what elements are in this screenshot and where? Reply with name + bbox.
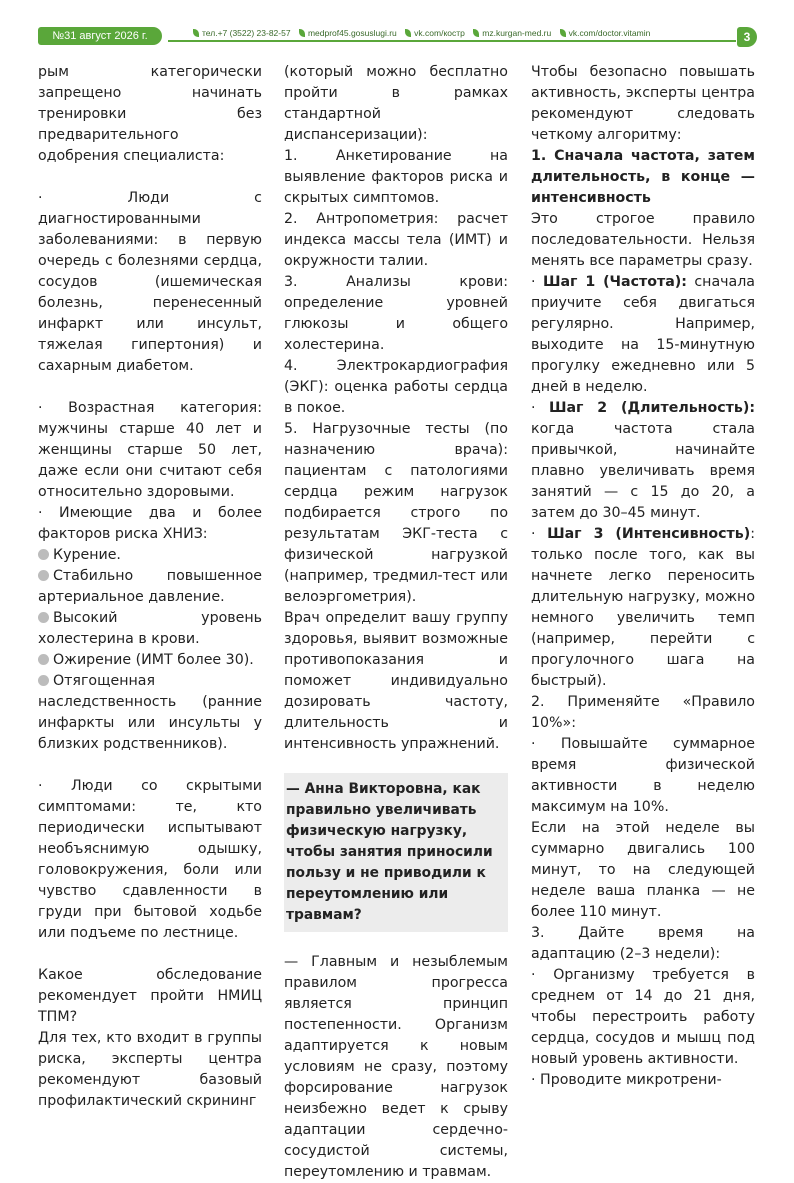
bullet-dot-icon — [38, 675, 49, 686]
paragraph: Врач определит вашу группу здоровья, выявит возможные противопоказания и поможет индивидуально дозировать частоту, длительность и интенсивность упражнений. — [284, 610, 508, 752]
paragraph: Это строгое правило последовательности. Нельзя менять все параметры сразу. — [531, 211, 755, 269]
contacts-bar — [193, 28, 656, 38]
leaf-icon — [473, 29, 479, 37]
paragraph: 2. Применяйте «Правило 10%»: — [531, 694, 755, 731]
bullet-dot-icon — [38, 549, 49, 560]
header-divider — [168, 40, 736, 42]
paragraph: 2. Антропометрия: расчет индекса массы тела (ИМТ) и окружности талии. — [284, 211, 508, 269]
paragraph: Для тех, кто входит в группы риска, эксперты центра рекомендуют базовый профилактический скрининг — [38, 1030, 262, 1109]
contact-phone: тел.+7 (3522) 23-82-57 — [193, 28, 291, 38]
bullet-dot-icon — [38, 654, 49, 665]
column-1 — [38, 62, 262, 1112]
risk-item: Отягощенная наследственность (ранние инфаркты или инсульты у близких родственников). — [38, 673, 262, 752]
issue-badge: №31 август 2026 г. — [38, 27, 162, 45]
paragraph: рым категорически запрещено начинать тренировки без предварительного одобрения специалиста: — [38, 64, 262, 164]
risk-item: Ожирение (ИМТ более 30). — [38, 650, 262, 671]
page-number: 3 — [737, 27, 757, 47]
paragraph: · Возрастная категория: мужчины старше 40 лет и женщины старше 50 лет, даже если они считают себя относительно здоровыми. — [38, 400, 262, 500]
paragraph: · Люди со скрытыми симптомами: те, кто периодически испытывают необъяснимую одышку, головокружения, боли или чувство сдавленности в груди при бытовой ходьбе или подъеме по лестнице. — [38, 778, 262, 941]
page-header — [0, 0, 794, 50]
column-3 — [531, 62, 755, 1091]
step-1: · Шаг 1 (Частота): сначала приучите себя двигаться регулярно. Например, выходите на 15-минутную прогулку ежедневно или 5 дней в неделю. — [531, 274, 755, 395]
step-3: · Шаг 3 (Интенсивность): только после того, как вы начнете легко переносить длительную нагрузку, можно немного увеличить темп (например, перейти с прогулочного шага на быстрый). — [531, 526, 755, 689]
contact-vk-kostr[interactable]: vk.com/костр — [405, 28, 465, 38]
paragraph: · Организму требуется в среднем от 14 до 21 дня, чтобы перестроить работу сердца, сосудов и мышц под новый уровень активности. — [531, 967, 755, 1067]
risk-item: Стабильно повышенное артериальное давление. — [38, 568, 262, 605]
paragraph: Чтобы безопасно повышать активность, эксперты центра рекомендуют следовать четкому алгоритму: — [531, 64, 755, 143]
contact-site-gosuslugi[interactable]: medprof45.gosuslugi.ru — [299, 28, 397, 38]
risk-item: Курение. — [38, 545, 262, 566]
leaf-icon — [299, 29, 305, 37]
interview-question: — Анна Викторовна, как правильно увеличивать физическую нагрузку, чтобы занятия приносили пользу и не приводили к переутомлению или травмам? — [284, 773, 508, 932]
contact-vk-doctor-vitamin[interactable]: vk.com/doctor.vitamin — [560, 28, 651, 38]
leaf-icon — [193, 29, 199, 37]
paragraph: · Люди с диагностированными заболеваниями: в первую очередь с болезнями сердца, сосудов (ишемическая болезнь, перенесенный инфаркт или инсульт, тяжелая гипертония) и сахарным диабетом. — [38, 190, 262, 374]
bullet-dot-icon — [38, 570, 49, 581]
paragraph: 3. Анализы крови: определение уровней глюкозы и общего холестерина. — [284, 274, 508, 353]
paragraph: 4. Электрокардиография (ЭКГ): оценка работы сердца в покое. — [284, 358, 508, 416]
column-2 — [284, 62, 508, 1183]
paragraph: 1. Анкетирование на выявление факторов риска и скрытых симптомов. — [284, 148, 508, 206]
paragraph: 3. Дайте время на адаптацию (2–3 недели): — [531, 925, 755, 962]
leaf-icon — [560, 29, 566, 37]
paragraph: Какое обследование рекомендует пройти НМИЦ ТПМ? — [38, 967, 262, 1025]
step-2: · Шаг 2 (Длительность): когда частота стала привычкой, начинайте плавно увеличивать время занятий — с 15 до 20, а затем до 30–45 минут. — [531, 400, 755, 521]
paragraph: Если на этой неделе вы суммарно двигались 100 минут, то на следующей неделе ваша планка — не более 110 минут. — [531, 820, 755, 920]
risk-item: Высокий уровень холестерина в крови. — [38, 610, 262, 647]
paragraph: — Главным и незыблемым правилом прогресса является принцип постепенности. Организм адаптируется к новым условиям не сразу, поэтому форсирование нагрузок неизбежно ведет к срыву адаптации сердечно-сосудистой системы, переутомлению и травмам. — [284, 954, 508, 1180]
paragraph: (который можно бесплатно пройти в рамках стандартной диспансеризации): — [284, 64, 508, 143]
paragraph: 5. Нагрузочные тесты (по назначению врача): пациентам с патологиями сердца режим нагрузок подбирается строго по результатам ЭКГ-теста с физической нагрузкой (например, тредмил-тест или велоэргометрия). — [284, 421, 508, 605]
leaf-icon — [405, 29, 411, 37]
paragraph: · Имеющие два и более факторов риска ХНИЗ: — [38, 505, 262, 542]
paragraph: · Проводите микротрени- — [531, 1072, 722, 1088]
contact-site-kurgan-med[interactable]: mz.kurgan-med.ru — [473, 28, 551, 38]
section-heading: 1. Сначала частота, затем длительность, в конце — интенсивность — [531, 148, 755, 206]
paragraph: · Повышайте суммарное время физической активности в неделю максимум на 10%. — [531, 736, 755, 815]
bullet-dot-icon — [38, 612, 49, 623]
